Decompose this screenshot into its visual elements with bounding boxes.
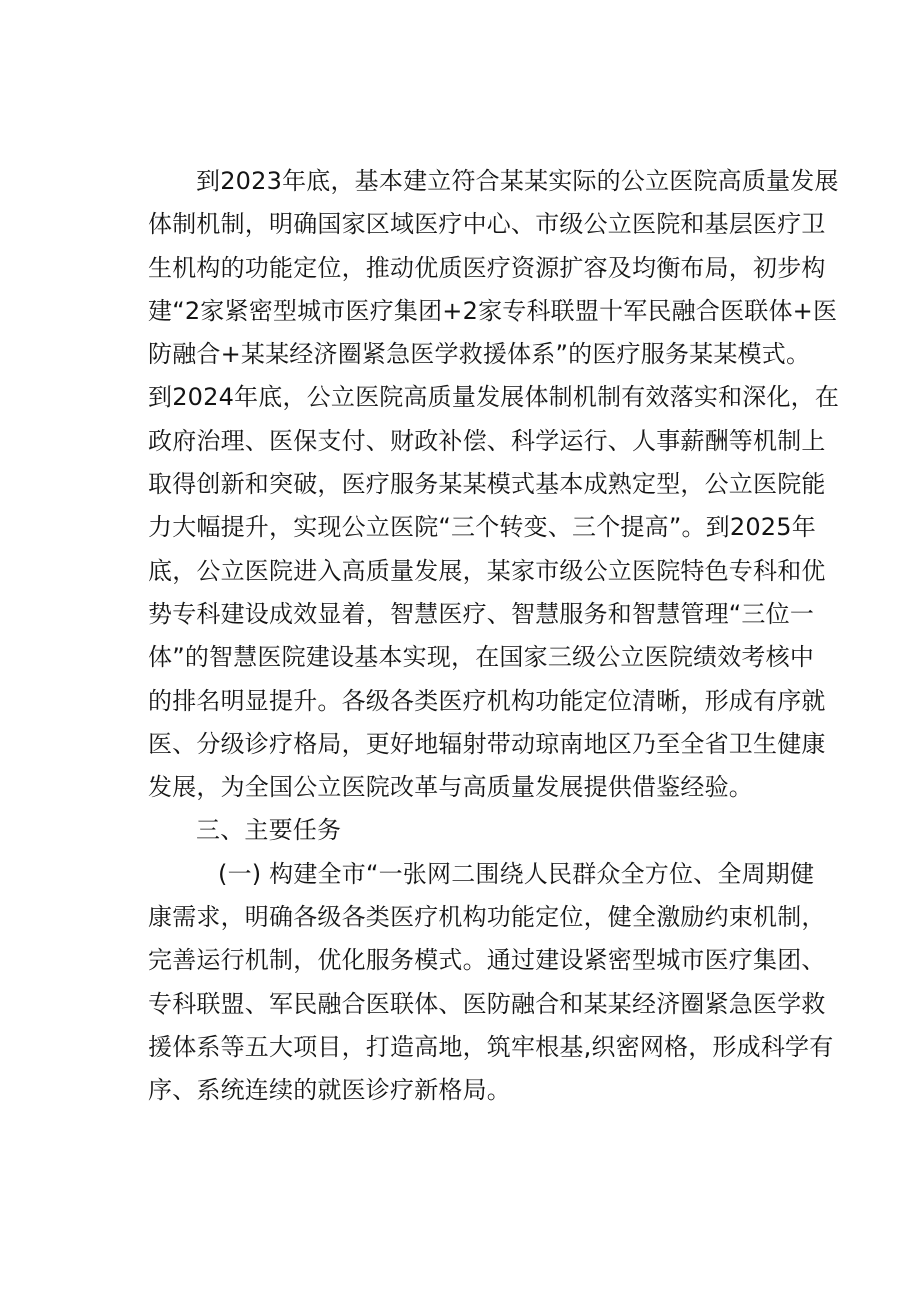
paragraph-line: 势专科建设成效显着，智慧医疗、智慧服务和智慧管理“三位一 [148,600,815,628]
subsection-heading-line: (一) 构建全市“一张网二围绕人民群众全方位、全周期健 [218,860,815,888]
paragraph-line: 专科联盟、军民融合医联体、医防融合和某某经济圈紧急医学救 [148,990,826,1018]
paragraph-line: 医、分级诊疗格局，更好地辐射带动琼南地区乃至全省卫生健康 [148,730,826,758]
paragraph-line: 到2024年底，公立医院高质量发展体制机制有效落实和深化，在 [148,383,840,411]
paragraph-line: 康需求，明确各级各类医疗机构功能定位，健全激励约束机制， [148,903,826,931]
section-heading: 三、主要任务 [196,816,342,844]
paragraph-line: 体制机制，明确国家区域医疗中心、市级公立医院和基层医疗卫 [148,210,826,238]
paragraph-line: 防融合+某某经济圈紧急医学救援体系”的医疗服务某某模式。 [148,340,811,368]
paragraph-line: 序、系统连续的就医诊疗新格局。 [148,1076,511,1104]
paragraph-line: 完善运行机制，优化服务模式。通过建设紧密型城市医疗集团、 [148,946,826,974]
paragraph-line: 的排名明显提升。各级各类医疗机构功能定位清晰，形成有序就 [148,687,826,715]
paragraph-line: 援体系等五大项目，打造高地，筑牢根基,织密网格，形成科学有 [148,1033,834,1061]
paragraph-line: 发展，为全国公立医院改革与高质量发展提供借鉴经验。 [148,773,753,801]
paragraph-line: 到2023年底，基本建立符合某某实际的公立医院高质量发展 [196,167,839,195]
paragraph-line: 取得创新和突破，医疗服务某某模式基本成熟定型，公立医院能 [148,470,826,498]
paragraph-line: 底，公立医院进入高质量发展，某家市级公立医院特色专科和优 [148,557,826,585]
paragraph-line: 政府治理、医保支付、财政补偿、科学运行、人事薪酬等机制上 [148,427,826,455]
paragraph-line: 建“2家紧密型城市医疗集团+2家专科联盟十军民融合医联体+医 [148,297,838,325]
paragraph-line: 生机构的功能定位，推动优质医疗资源扩容及均衡布局，初步构 [148,254,826,282]
paragraph-line: 体”的智慧医院建设基本实现，在国家三级公立医院绩效考核中 [148,643,815,671]
paragraph-line: 力大幅提升，实现公立医院“三个转变、三个提高”。到2025年 [148,513,816,541]
